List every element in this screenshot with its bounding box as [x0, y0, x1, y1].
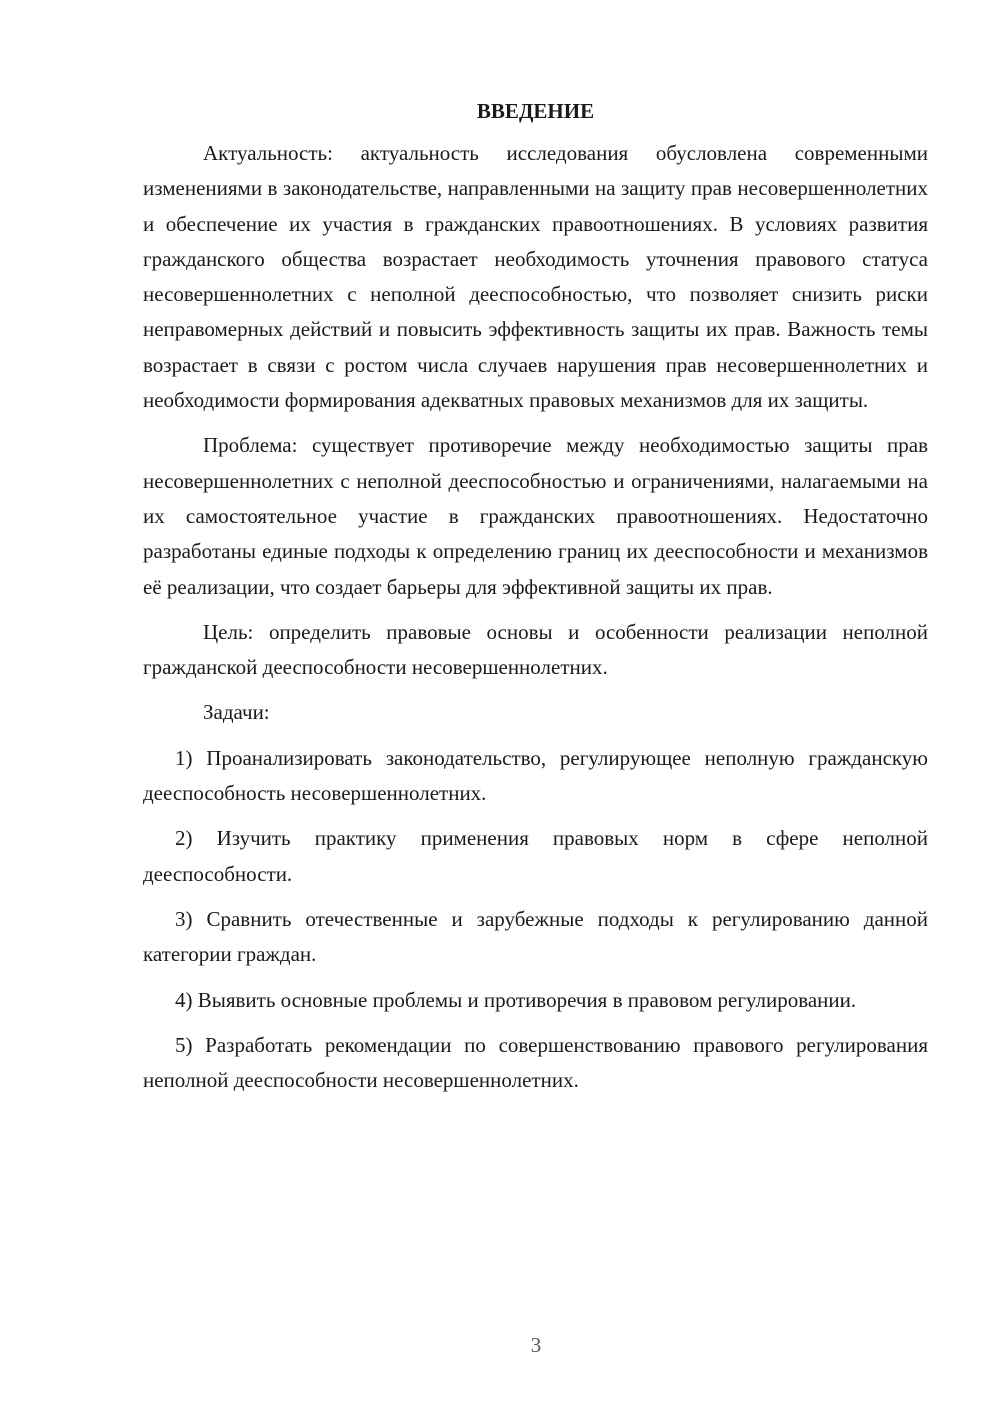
paragraph-goal: Цель: определить правовые основы и особенности реализации неполной гражданской дееспособности несовершеннолетних.	[143, 619, 928, 680]
task-item-2: 2) Изучить практику применения правовых норм в сфере неполной дееспособности.	[143, 826, 928, 886]
paragraph-problem: Проблема: существует противоречие между необходимостью защиты прав несовершеннолетних с неполной дееспособностью и ограничениями, налагаемыми на их самостоятельное участие в гражданских правоотношениях. Недостаточно разработаны единые подходы к определению границ их дееспособности и механизмов её реализации, что создает барьеры для эффективной защиты их прав.	[143, 433, 928, 599]
page-content	[143, 96, 928, 1108]
task-item-3: 3) Сравнить отечественные и зарубежные подходы к регулированию данной категории граждан.	[143, 906, 928, 967]
page-title: ВВЕДЕНИЕ	[476, 99, 595, 123]
paragraph-relevance: Актуальность: актуальность исследования обусловлена современными изменениями в законодательстве, направленными на защиту прав несовершеннолетних и обеспечение их участия в гражданских правоотношениях. В условиях развития гражданского общества возрастает необходимость уточнения правового статуса несовершеннолетних с неполной дееспособностью, что позволяет снизить риски неправомерных действий и повысить эффективность защиты их прав. Важность темы возрастает в связи с ростом числа случаев нарушения прав несовершеннолетних и необходимости формирования адекватных правовых механизмов для их защиты.	[143, 141, 928, 413]
page-number: 3	[530, 1333, 542, 1357]
task-item-4: 4) Выявить основные проблемы и противоречия в правовом регулировании.	[175, 987, 857, 1012]
task-item-5: 5) Разработать рекомендации по совершенствованию правового регулирования неполной дееспособности несовершеннолетних.	[143, 1032, 928, 1093]
task-item-1: 1) Проанализировать законодательство, регулирующее неполную гражданскую дееспособность несовершеннолетних.	[143, 745, 928, 806]
tasks-heading: Задачи:	[203, 700, 270, 725]
